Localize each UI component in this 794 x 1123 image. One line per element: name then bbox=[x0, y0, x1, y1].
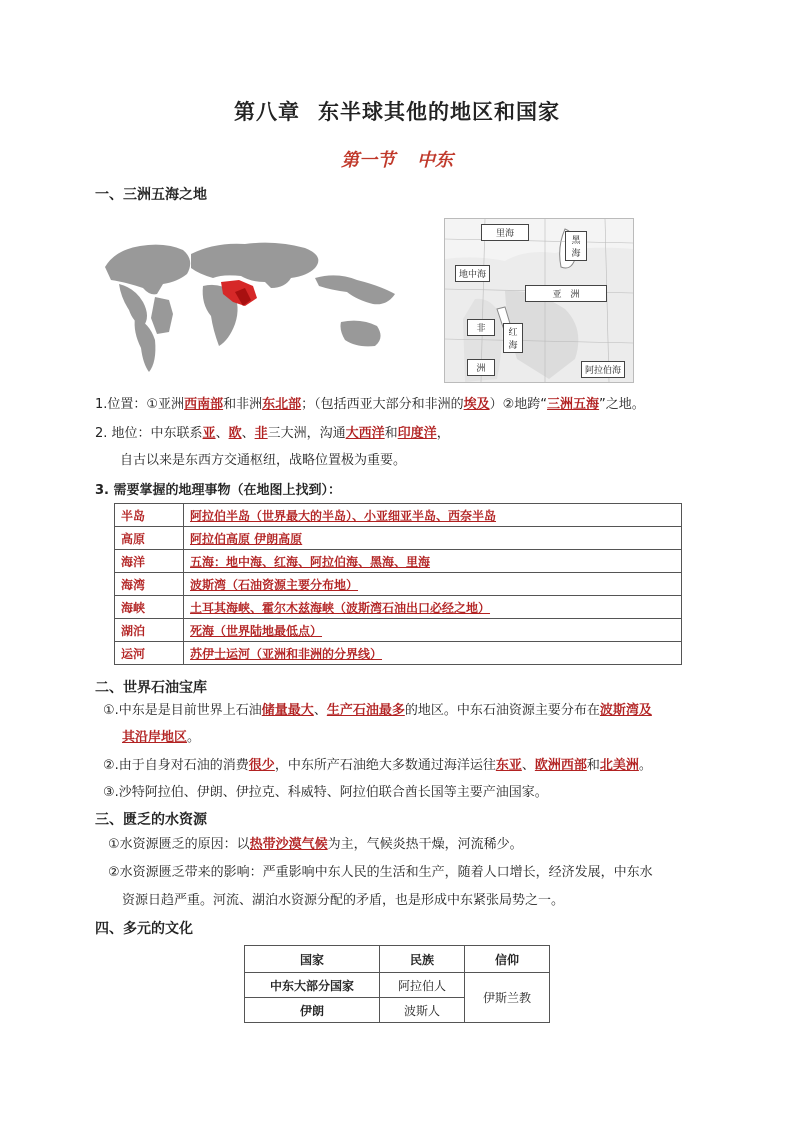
feature-category: 高原 bbox=[115, 527, 184, 550]
water-line-1: ①水资源匮乏的原因：以热带沙漠气候为主，气候炎热干燥，河流稀少。 bbox=[108, 837, 523, 852]
water-line-2b: 资源日趋严重。河流、湖泊水资源分配的矛盾，也是形成中东紧张局势之一。 bbox=[122, 893, 565, 908]
people-cell: 波斯人 bbox=[380, 998, 465, 1023]
feature-category: 海洋 bbox=[115, 550, 184, 573]
section2-heading: 二、世界石油宝库 bbox=[95, 680, 207, 696]
feature-category: 湖泊 bbox=[115, 619, 184, 642]
feature-value: 波斯湾（石油资源主要分布地） bbox=[184, 573, 682, 596]
feature-value: 死海（世界陆地最低点） bbox=[184, 619, 682, 642]
middle-east-map bbox=[444, 218, 634, 383]
table-row bbox=[115, 642, 682, 665]
feature-value: 五海：地中海、红海、阿拉伯海、黑海、里海 bbox=[184, 550, 682, 573]
header-country: 国家 bbox=[245, 946, 380, 973]
status-line-2: 自古以来是东西方交通枢纽，战略位置极为重要。 bbox=[120, 453, 407, 468]
section1-heading: 一、三洲五海之地 bbox=[95, 187, 207, 203]
feature-value: 土耳其海峡、霍尔木兹海峡（波斯湾石油出口必经之地） bbox=[184, 596, 682, 619]
label-mediterranean: 地中海 bbox=[455, 265, 490, 282]
geo-features-table bbox=[114, 503, 682, 665]
feature-category: 运河 bbox=[115, 642, 184, 665]
status-line: 2. 地位：中东联系亚、欧、非三大洲，沟通大西洋和印度洋， bbox=[95, 426, 450, 441]
table-row bbox=[115, 619, 682, 642]
people-cell: 阿拉伯人 bbox=[380, 973, 465, 998]
water-line-2: ②水资源匮乏带来的影响：严重影响中东人民的生活和生产，随着人口增长，经济发展，中东水 bbox=[108, 865, 653, 880]
oil-line-1: ①.中东是是目前世界上石油储量最大、生产石油最多的地区。中东石油资源主要分布在波斯湾及 bbox=[103, 703, 652, 718]
label-caspian: 里海 bbox=[481, 224, 529, 241]
section4-heading: 四、多元的文化 bbox=[95, 921, 193, 937]
oil-line-2: ②.由于自身对石油的消费很少，中东所产石油绝大多数通过海洋运往东亚、欧洲西部和北美洲。 bbox=[103, 758, 652, 773]
label-red-sea: 红海 bbox=[503, 323, 523, 353]
feature-value: 阿拉伯高原 伊朗高原 bbox=[184, 527, 682, 550]
table-row bbox=[115, 573, 682, 596]
features-heading: 3. 需要掌握的地理事物（在地图上找到）： bbox=[95, 483, 342, 498]
page-title: 第八章 东半球其他的地区和国家 bbox=[234, 99, 560, 124]
country-cell: 伊朗 bbox=[245, 998, 380, 1023]
table-row bbox=[115, 504, 682, 527]
feature-value: 苏伊士运河（亚洲和非洲的分界线） bbox=[184, 642, 682, 665]
table-row bbox=[115, 550, 682, 573]
header-religion: 信仰 bbox=[465, 946, 550, 973]
feature-value: 阿拉伯半岛（世界最大的半岛）、小亚细亚半岛、西奈半岛 bbox=[184, 504, 682, 527]
section3-heading: 三、匮乏的水资源 bbox=[95, 812, 207, 828]
table-row bbox=[115, 527, 682, 550]
label-asia: 亚 洲 bbox=[525, 285, 607, 302]
feature-category: 海湾 bbox=[115, 573, 184, 596]
label-africa-1: 非 bbox=[467, 319, 495, 336]
label-africa-2: 洲 bbox=[467, 359, 495, 376]
feature-category: 海峡 bbox=[115, 596, 184, 619]
section-subtitle: 第一节 中东 bbox=[341, 150, 453, 171]
world-map bbox=[95, 222, 410, 384]
oil-line-3: ③.沙特阿拉伯、伊朗、伊拉克、科威特、阿拉伯联合酋长国等主要产油国家。 bbox=[103, 785, 548, 800]
header-people: 民族 bbox=[380, 946, 465, 973]
country-cell: 中东大部分国家 bbox=[245, 973, 380, 998]
table-row bbox=[115, 596, 682, 619]
oil-line-1b: 其沿岸地区。 bbox=[122, 730, 201, 745]
position-line: 1.位置：①亚洲西南部和非洲东北部；（包括西亚大部分和非洲的埃及）②地跨“三洲五海”之地。 bbox=[95, 397, 645, 412]
religion-cell: 伊斯兰教 bbox=[465, 973, 550, 1023]
label-black-sea: 黑海 bbox=[565, 231, 587, 261]
culture-table bbox=[244, 945, 550, 1023]
label-arabian-sea: 阿拉伯海 bbox=[581, 361, 625, 378]
feature-category: 半岛 bbox=[115, 504, 184, 527]
